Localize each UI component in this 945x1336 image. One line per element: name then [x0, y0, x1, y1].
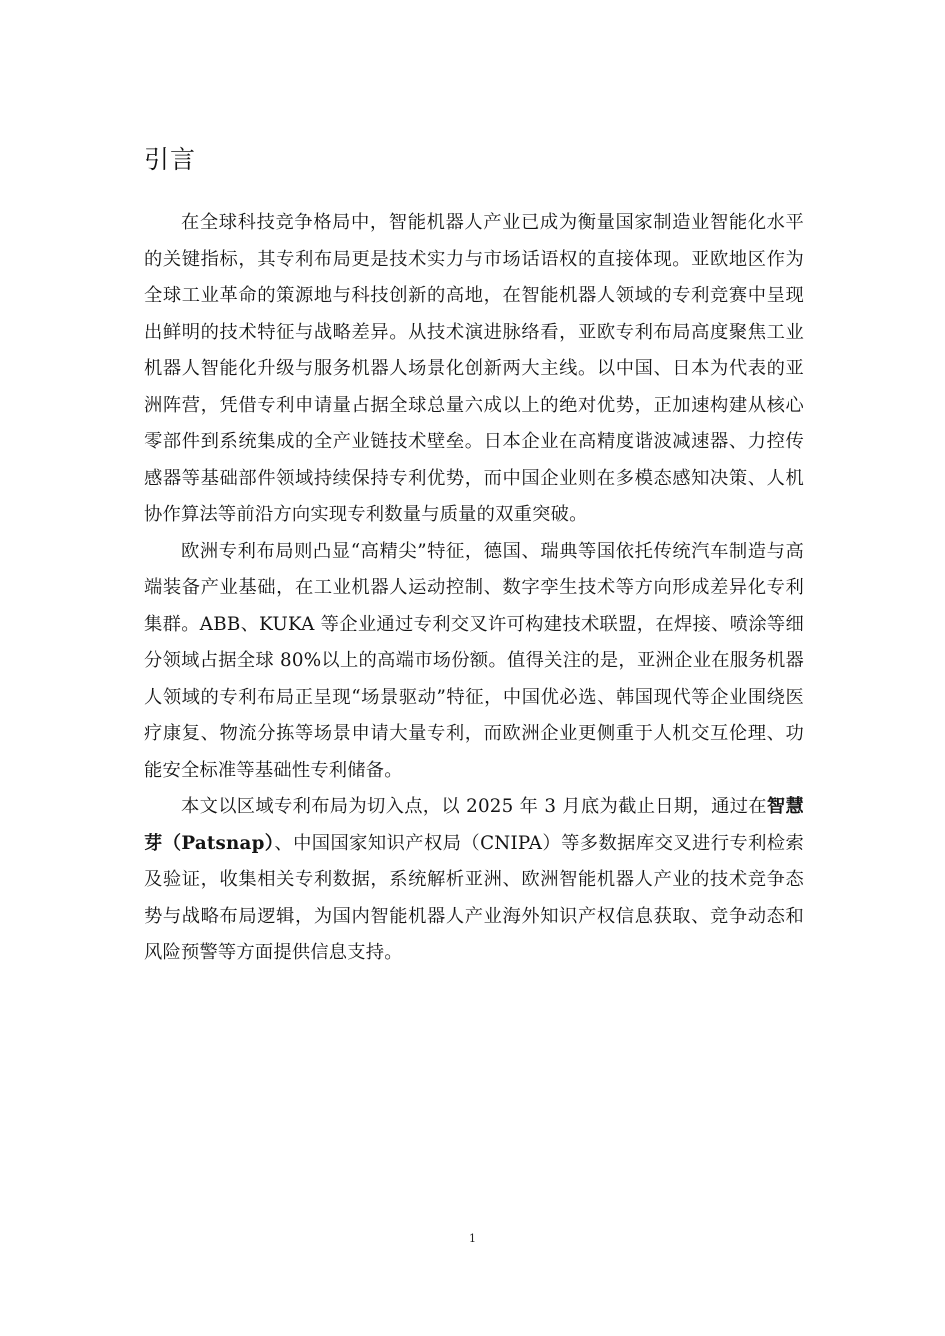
paragraph-3 — [144, 789, 804, 972]
body-text — [144, 205, 804, 972]
paragraph-1: 在全球科技竞争格局中，智能机器人产业已成为衡量国家制造业智能化水平的关键指标，其专利布局更是技术实力与市场话语权的直接体现。亚欧地区作为全球工业革命的策源地与科技创新的高地，在智能机器人领域的专利竞赛中呈现出鲜明的技术特征与战略差异。从技术演进脉络看，亚欧专利布局高度聚焦工业机器人智能化升级与服务机器人场景化创新两大主线。以中国、日本为代表的亚洲阵营，凭借专利申请量占据全球总量六成以上的绝对优势，正加速构建从核心零部件到系统集成的全产业链技术壁垒。日本企业在高精度谐波减速器、力控传感器等基础部件领域持续保持专利优势，而中国企业则在多模态感知决策、人机协作算法等前沿方向实现专利数量与质量的双重突破。 — [144, 212, 804, 525]
paragraph-3-bold-source: 智慧芽（Patsnap） — [144, 796, 804, 854]
paragraph-2: 欧洲专利布局则凸显“高精尖”特征，德国、瑞典等国依托传统汽车制造与高端装备产业基础，在工业机器人运动控制、数字孪生技术等方向形成差异化专利集群。ABB、KUKA 等企业通过专利交叉许可构建技术联盟，在焊接、喷涂等细分领域占据全球 80%以上的高端市场份额。值得关注的是，亚洲企业在服务机器人领域的专利布局正呈现“场景驱动”特征，中国优必选、韩国现代等企业围绕医疗康复、物流分拣等场景申请大量专利，而欧洲企业更侧重于人机交互伦理、功能安全标准等基础性专利储备。 — [144, 540, 804, 781]
paragraph-3-text-after: 、中国国家知识产权局（CNIPA）等多数据库交叉进行专利检索及验证，收集相关专利数据，系统解析亚洲、欧洲智能机器人产业的技术竞争态势与战略布局逻辑，为国内智能机器人产业海外知识产权信息获取、竞争动态和风险预警等方面提供信息支持。 — [144, 832, 804, 963]
page-number: 1 — [469, 1232, 476, 1245]
section-heading: 引言 — [144, 145, 197, 174]
paragraph-3-text-before: 本文以区域专利布局为切入点，以 2025 年 3 月底为截止日期，通过在 — [181, 796, 767, 817]
